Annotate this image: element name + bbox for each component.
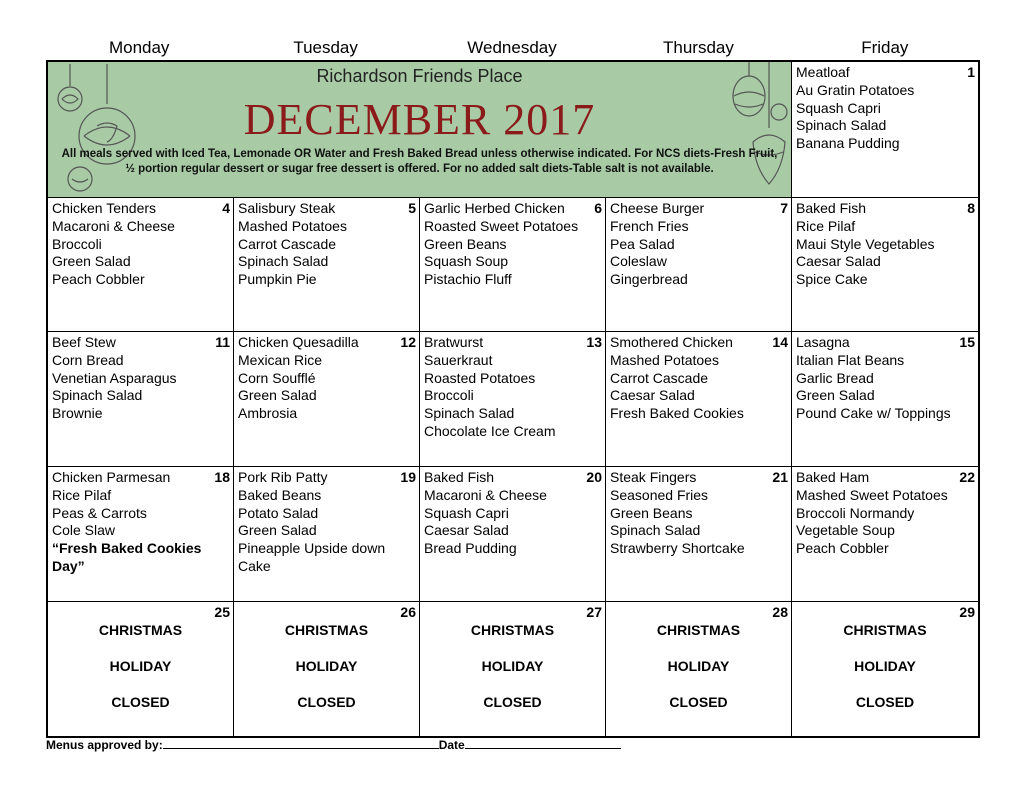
holiday-line: CLOSED xyxy=(483,694,542,710)
menu-item: Squash Capri xyxy=(424,504,509,521)
menu-item: Smothered Chicken xyxy=(610,334,733,350)
menu-item: Carrot Cascade xyxy=(238,235,337,252)
menu-item: Cake xyxy=(238,557,271,574)
menu-item: Peas & Carrots xyxy=(52,504,147,521)
menu-item: Mashed Sweet Potatoes xyxy=(796,486,948,503)
menu-item: Rice Pilaf xyxy=(796,217,856,234)
menu-item: Roasted Sweet Potatoes xyxy=(424,217,579,234)
organization-name: Richardson Friends Place xyxy=(316,66,523,86)
menu-item: Bread Pudding xyxy=(424,540,517,557)
menu-item: Pistachio Fluff xyxy=(424,271,512,288)
menu-item: Steak Fingers xyxy=(610,469,697,485)
menu-item: Baked Fish xyxy=(796,200,867,216)
date-line xyxy=(465,737,621,749)
menu-item: Spinach Salad xyxy=(610,522,701,539)
menu-item: Bratwurst xyxy=(424,334,484,350)
day-number: 11 xyxy=(215,334,230,350)
menu-item: Spinach Salad xyxy=(52,387,143,404)
menu-list xyxy=(424,469,587,558)
holiday-line: CLOSED xyxy=(297,694,356,710)
day-number: 29 xyxy=(959,604,975,620)
menu-item: Pork Rib Patty xyxy=(238,469,328,485)
day-cell xyxy=(420,198,606,332)
day-cell xyxy=(792,467,978,602)
menu-item: Gingerbread xyxy=(610,271,688,288)
day-number: 1 xyxy=(967,64,975,80)
day-cell xyxy=(420,332,606,467)
menu-item: Green Salad xyxy=(238,387,317,404)
menu-item: Garlic Bread xyxy=(796,369,874,386)
menu-item: Carrot Cascade xyxy=(610,369,709,386)
day-cell xyxy=(606,467,792,602)
menu-item: Chicken Quesadilla xyxy=(238,334,359,350)
menu-item: Sauerkraut xyxy=(424,351,493,368)
day-cell xyxy=(234,332,420,467)
holiday-line: HOLIDAY xyxy=(481,658,544,674)
day-cell xyxy=(420,602,606,736)
menu-item: Brownie xyxy=(52,405,103,422)
day-header-friday: Friday xyxy=(861,38,909,57)
day-cell xyxy=(234,602,420,736)
menu-item: French Fries xyxy=(610,217,689,234)
day-cell xyxy=(234,198,420,332)
menu-item: Beef Stew xyxy=(52,334,116,350)
holiday-line: CHRISTMAS xyxy=(656,622,741,638)
menu-item: Ambrosia xyxy=(238,405,298,422)
menu-list xyxy=(424,200,587,289)
day-number: 22 xyxy=(959,469,975,485)
day-number: 4 xyxy=(222,200,230,216)
day-cell xyxy=(420,467,606,602)
menu-item: Broccoli xyxy=(52,235,102,252)
menu-item: Chocolate Ice Cream xyxy=(424,422,556,439)
menu-list xyxy=(796,200,960,289)
meal-note: All meals served with Iced Tea, Lemonade OR Water and Fresh Baked Bread unless otherwise indicated. For NCS diets-Fresh Fruit, ½ portion regular dessert or sugar free dessert is offered. For no added salt diets-Table salt is not available. xyxy=(61,148,778,175)
menu-list xyxy=(52,334,215,423)
day-header-thursday: Thursday xyxy=(662,38,734,57)
menu-item: Pumpkin Pie xyxy=(238,271,317,288)
holiday-line: HOLIDAY xyxy=(109,658,172,674)
menu-item: Rice Pilaf xyxy=(52,486,112,503)
menu-item: Green Salad xyxy=(52,253,131,270)
day-cell xyxy=(48,602,234,736)
menu-item: Peach Cobbler xyxy=(796,540,889,557)
menu-item: Garlic Herbed Chicken xyxy=(424,200,565,216)
day-number: 15 xyxy=(959,334,975,350)
menu-item: Macaroni & Cheese xyxy=(52,217,175,234)
menu-item: Strawberry Shortcake xyxy=(610,540,745,557)
menu-list xyxy=(52,469,215,576)
menu-item: Venetian Asparagus xyxy=(52,369,177,386)
menu-item: Green Beans xyxy=(424,235,507,252)
holiday-line: HOLIDAY xyxy=(667,658,730,674)
menu-item: Baked Ham xyxy=(796,469,870,485)
special-event: “Fresh Baked Cookies Day” xyxy=(52,540,202,574)
menu-item: Lasagna xyxy=(796,334,850,350)
menu-item: Green Salad xyxy=(238,522,317,539)
menu-item: Italian Flat Beans xyxy=(796,351,905,368)
menu-item: Mashed Potatoes xyxy=(610,351,719,368)
menu-item: Cole Slaw xyxy=(52,522,116,539)
menu-list xyxy=(52,200,215,289)
menu-item: Pound Cake w/ Toppings xyxy=(796,405,951,422)
menu-list xyxy=(610,200,773,289)
menu-item: Caesar Salad xyxy=(610,387,695,404)
day-number: 12 xyxy=(400,334,416,350)
menu-item: Peach Cobbler xyxy=(52,271,145,288)
menu-item: Potato Salad xyxy=(238,504,319,521)
menu-item: Mashed Potatoes xyxy=(238,217,347,234)
day-cell xyxy=(48,332,234,467)
menu-list xyxy=(610,469,773,558)
approved-by-line xyxy=(163,737,439,749)
menu-list xyxy=(796,334,960,423)
day-number: 26 xyxy=(400,604,416,620)
menu-item: Chicken Parmesan xyxy=(52,469,171,485)
menu-item: Spinach Salad xyxy=(424,405,515,422)
holiday-line: CHRISTMAS xyxy=(98,622,183,638)
menu-item: Squash Capri xyxy=(796,99,881,116)
menu-item: Meatloaf xyxy=(796,64,850,80)
holiday-line: CHRISTMAS xyxy=(284,622,369,638)
holiday-line: CLOSED xyxy=(855,694,915,710)
holiday-line: HOLIDAY xyxy=(295,658,358,674)
day-cell xyxy=(606,332,792,467)
day-header-wednesday: Wednesday xyxy=(467,38,557,57)
day-cell xyxy=(792,62,978,198)
day-number: 19 xyxy=(400,469,416,485)
menu-item: Caesar Salad xyxy=(424,522,509,539)
menu-item: Pea Salad xyxy=(610,235,675,252)
menu-item: Fresh Baked Cookies xyxy=(610,405,744,422)
menu-item: Broccoli xyxy=(424,387,474,404)
menu-item: Spinach Salad xyxy=(796,117,887,134)
menu-item: Caesar Salad xyxy=(796,253,881,270)
menu-item: Coleslaw xyxy=(610,253,667,270)
menu-item: Baked Beans xyxy=(238,486,322,503)
menu-item: Green Beans xyxy=(610,504,693,521)
menu-item: Baked Fish xyxy=(424,469,495,485)
holiday-line: CLOSED xyxy=(669,694,728,710)
menu-item: Green Salad xyxy=(796,387,875,404)
day-number: 27 xyxy=(586,604,602,620)
menu-list xyxy=(238,334,401,423)
menu-item: Corn Soufflé xyxy=(238,369,316,386)
day-cell xyxy=(792,602,978,736)
menu-list xyxy=(238,469,401,576)
day-cell xyxy=(48,198,234,332)
day-cell xyxy=(234,467,420,602)
weekday-headers xyxy=(46,38,978,58)
day-number: 5 xyxy=(408,200,416,216)
calendar-banner xyxy=(48,62,792,198)
day-number: 20 xyxy=(586,469,602,485)
approval-footer xyxy=(46,737,621,752)
month-title: DECEMBER 2017 xyxy=(243,95,596,144)
menu-item: Mexican Rice xyxy=(238,351,323,368)
holiday-line: CHRISTMAS xyxy=(470,622,555,638)
menu-item: Corn Bread xyxy=(52,351,124,368)
menu-item: Vegetable Soup xyxy=(796,522,895,539)
day-cell xyxy=(48,467,234,602)
day-header-monday: Monday xyxy=(108,38,170,57)
menu-item: Seasoned Fries xyxy=(610,486,709,503)
menu-list xyxy=(238,200,401,289)
day-header-tuesday: Tuesday xyxy=(293,38,358,57)
menu-list xyxy=(424,334,587,441)
holiday-line: CHRISTMAS xyxy=(843,622,927,638)
day-cell xyxy=(792,198,978,332)
menu-item: Cheese Burger xyxy=(610,200,705,216)
day-number: 6 xyxy=(594,200,602,216)
day-number: 25 xyxy=(214,604,230,620)
menu-list xyxy=(796,64,960,153)
day-number: 21 xyxy=(772,469,788,485)
menu-item: Roasted Potatoes xyxy=(424,369,536,386)
date-label: Date xyxy=(438,738,465,752)
day-number: 8 xyxy=(967,200,975,216)
menu-item: Squash Soup xyxy=(424,253,509,270)
day-number: 13 xyxy=(586,334,602,350)
day-number: 7 xyxy=(780,200,788,216)
day-number: 28 xyxy=(772,604,788,620)
holiday-line: HOLIDAY xyxy=(854,658,916,674)
day-number: 14 xyxy=(772,334,788,350)
menu-list xyxy=(610,334,773,423)
day-cell xyxy=(606,198,792,332)
day-cell xyxy=(606,602,792,736)
menu-item: Broccoli Normandy xyxy=(796,504,915,521)
calendar-grid xyxy=(46,60,980,738)
menu-item: Banana Pudding xyxy=(796,135,900,152)
menu-list xyxy=(796,469,960,558)
menu-item: Chicken Tenders xyxy=(52,200,157,216)
menu-item: Pineapple Upside down xyxy=(238,540,386,557)
menu-item: Spinach Salad xyxy=(238,253,329,270)
approved-by-label: Menus approved by: xyxy=(46,738,163,752)
menu-item: Spice Cake xyxy=(796,271,868,288)
menu-item: Macaroni & Cheese xyxy=(424,486,547,503)
menu-item: Au Gratin Potatoes xyxy=(796,81,915,98)
holiday-line: CLOSED xyxy=(111,694,170,710)
day-cell xyxy=(792,332,978,467)
menu-item: Maui Style Vegetables xyxy=(796,235,935,252)
day-number: 18 xyxy=(214,469,230,485)
menu-item: Salisbury Steak xyxy=(238,200,336,216)
